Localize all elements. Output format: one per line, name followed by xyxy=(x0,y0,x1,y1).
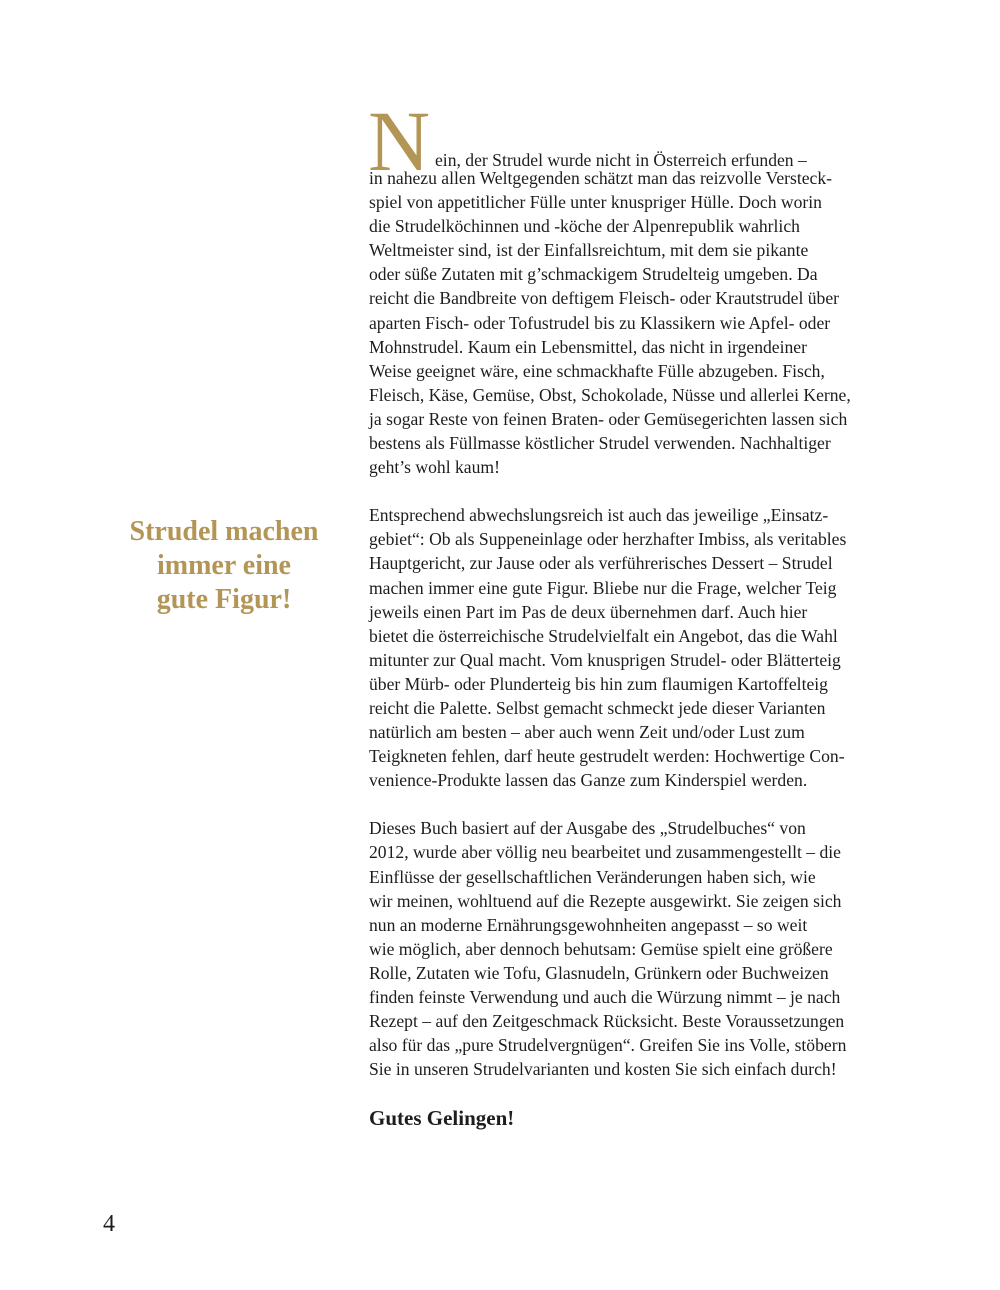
text-line: ja sogar Reste von feinen Braten- oder Gemüsegerichten lassen sich xyxy=(369,408,848,429)
text-line: jeweils einen Part im Pas de deux übernehmen darf. Auch hier xyxy=(369,601,808,622)
text-line: bestens als Füllmasse köstlicher Strudel verwenden. Nachhaltiger xyxy=(369,433,831,454)
text-line: Entsprechend abwechslungsreich ist auch das jeweilige „Einsatz- xyxy=(369,505,829,526)
edition-paragraph xyxy=(369,816,901,1081)
text-line: reicht die Bandbreite von deftigem Fleisch- oder Krautstrudel über xyxy=(369,288,839,309)
text-line: über Mürb- oder Plunderteig bis hin zum flaumigen Kartoffelteig xyxy=(369,673,828,694)
text-line: reicht die Palette. Selbst gemacht schmeckt jede dieser Varianten xyxy=(369,697,826,718)
text-line: wie möglich, aber dennoch behutsam: Gemüse spielt eine größere xyxy=(369,938,833,959)
text-line: natürlich am besten – aber auch wenn Zeit und/oder Lust zum xyxy=(369,722,805,743)
text-line: Dieses Buch basiert auf der Ausgabe des „Strudelbuches“ von xyxy=(369,818,806,839)
text-line: Teigkneten fehlen, darf heute gestrudelt werden: Hochwertige Con- xyxy=(369,746,845,767)
text-line: mitunter zur Qual macht. Vom knusprigen Strudel- oder Blätterteig xyxy=(369,649,841,670)
text-line: Weise geeignet wäre, eine schmackhafte Fülle abzugeben. Fisch, xyxy=(369,360,825,381)
text-line: Fleisch, Käse, Gemüse, Obst, Schokolade, Nüsse und allerlei Kerne, xyxy=(369,384,851,405)
pull-quote-line: immer eine xyxy=(157,550,291,581)
text-line: Sie in unseren Strudelvarianten und kosten Sie sich einfach durch! xyxy=(369,1059,837,1080)
text-line: Rolle, Zutaten wie Tofu, Glasnudeln, Grünkern oder Buchweizen xyxy=(369,962,829,983)
text-line: venience-Produkte lassen das Ganze zum Kinderspiel werden. xyxy=(369,770,808,791)
intro-paragraph xyxy=(368,93,901,479)
text-line: nun an moderne Ernährungsgewohnheiten angepasst – so weit xyxy=(369,914,808,935)
text-line: machen immer eine gute Figur. Bliebe nur die Frage, welcher Teig xyxy=(369,577,837,598)
text-line: aparten Fisch- oder Tofustrudel bis zu Klassikern wie Apfel- oder xyxy=(369,312,831,333)
text-line: Weltmeister sind, ist der Einfallsreichtum, mit dem sie pikante xyxy=(369,240,809,261)
text-line: wir meinen, wohltuend auf die Rezepte ausgewirkt. Sie zeigen sich xyxy=(369,890,842,911)
pull-quote-line: gute Figur! xyxy=(156,584,292,615)
page-number: 4 xyxy=(103,1211,115,1237)
first-line: ein, der Strudel wurde nicht in Österreich erfunden – xyxy=(435,149,807,170)
text-line: die Strudelköchinnen und -köche der Alpenrepublik wahrlich xyxy=(369,216,800,237)
paragraph-gap xyxy=(369,792,901,816)
text-line: Einflüsse der gesellschaftlichen Veränderungen haben sich, wie xyxy=(369,866,816,887)
text-line: spiel von appetitlicher Fülle unter knuspriger Hülle. Doch worin xyxy=(369,192,822,213)
pull-quote-line: Strudel machen xyxy=(129,516,319,547)
usage-paragraph xyxy=(369,503,901,792)
text-line: oder süße Zutaten mit g’schmackigem Strudelteig umgeben. Da xyxy=(369,264,818,285)
text-line: Hauptgericht, zur Jause oder als verführerisches Dessert – Strudel xyxy=(369,553,833,574)
text-line: geht’s wohl kaum! xyxy=(369,457,500,478)
text-line: in nahezu allen Weltgegenden schätzt man das reizvolle Versteck- xyxy=(369,168,833,188)
text-line: gebiet“: Ob als Suppeneinlage oder herzhafter Imbiss, als veritables xyxy=(369,529,847,550)
closing-line: Gutes Gelingen! xyxy=(369,1106,515,1131)
text-line: also für das „pure Strudelvergnügen“. Greifen Sie ins Volle, stöbern xyxy=(369,1035,847,1056)
drop-cap: N xyxy=(368,93,431,189)
paragraph-gap xyxy=(369,479,901,503)
pull-quote xyxy=(110,515,338,617)
text-line: finden feinste Verwendung und auch die Würzung nimmt – je nach xyxy=(369,987,841,1007)
text-line: Rezept – auf den Zeitgeschmack Rücksicht. Beste Voraussetzungen xyxy=(369,1011,845,1032)
text-line: bietet die österreichische Strudelvielfalt ein Angebot, das die Wahl xyxy=(369,625,838,646)
text-line: 2012, wurde aber völlig neu bearbeitet und zusammengestellt – die xyxy=(369,842,841,863)
text-line: Mohnstrudel. Kaum ein Lebensmittel, das nicht in irgendeiner xyxy=(369,336,807,357)
body-text xyxy=(368,93,901,1131)
